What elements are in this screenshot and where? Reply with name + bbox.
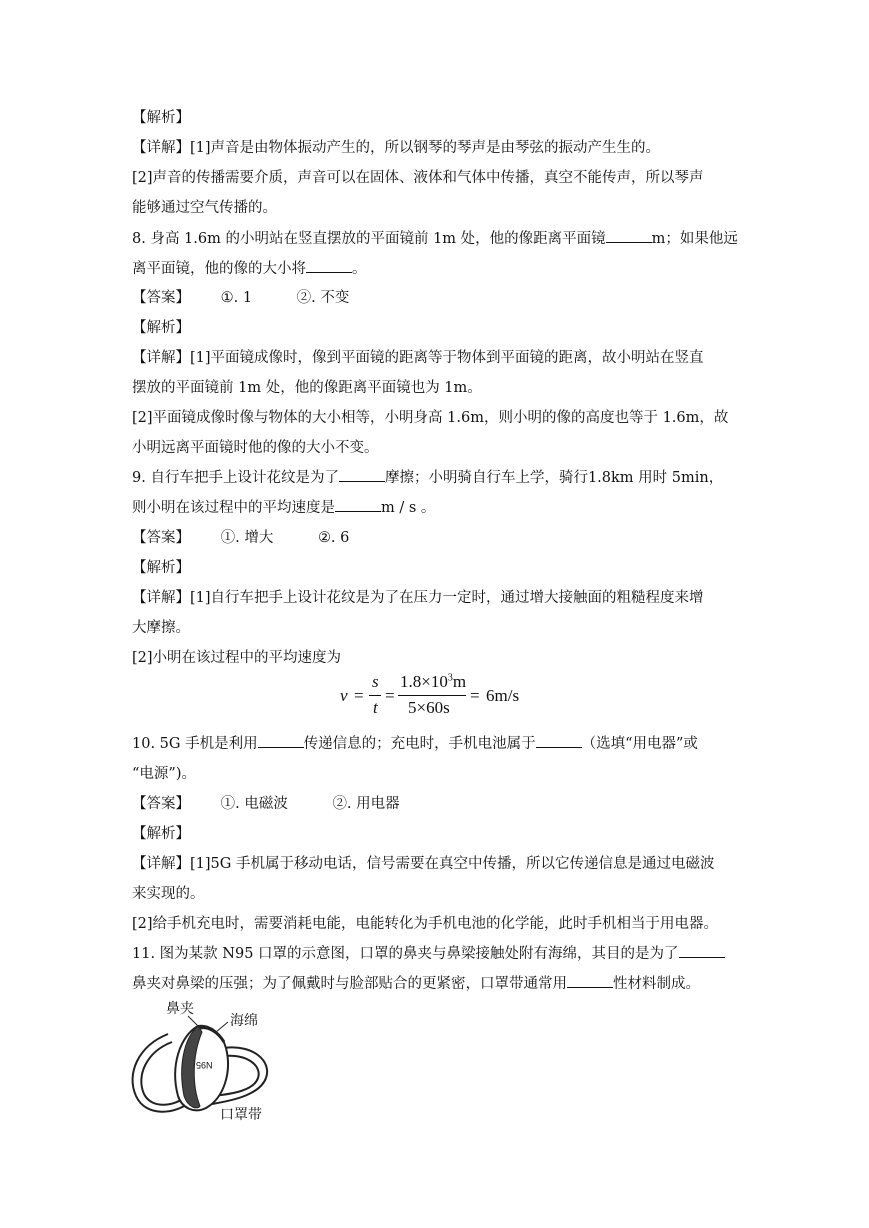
question-text: 10. 5G 手机是利用 [132,736,258,752]
detail-line: [2]平面镜成像时像与物体的大小相等，小明身高 1.6m，则小明的像的高度也等于 1.6m，故 [132,410,729,426]
answer-item: ①. 增大 [220,530,274,546]
question-text: m / s 。 [381,500,436,516]
question-text: 11. 图为某款 N95 口罩的示意图，口罩的鼻夹与鼻梁接触处附有海绵，其目的是为了 [132,946,679,962]
question-9-cont [132,496,435,517]
answer-blank [306,260,352,273]
answer-label: 【答案】 [132,290,190,306]
question-text: 性材料制成。 [613,976,700,992]
analysis-heading: 【解析】 [132,826,190,842]
answer-item: ②. 用电器 [332,796,400,812]
numerator-value: 1.8×10 [400,672,448,691]
answer-label: 【答案】 [132,530,190,546]
detail-line: [2]声音的传播需要介质，声音可以在固体、液体和气体中传播，真空不能传声，所以琴声 [132,170,704,186]
label-nose-clip: 鼻夹 [166,1000,194,1016]
analysis-heading: 【解析】 [132,110,190,126]
formula-equals: = [470,686,480,705]
detail-line: [2]小明在该过程中的平均速度为 [132,650,342,666]
label-strap: 口罩带 [220,1106,262,1122]
detail-line: 小明远离平面镜时他的像的大小不变。 [132,440,379,456]
formula-numerator-s: s [372,672,379,691]
answer-row [132,792,400,813]
analysis-heading: 【解析】 [132,320,190,336]
detail-line: 能够通过空气传播的。 [132,200,277,216]
formula-numerator [400,672,466,692]
numerator-unit: m [452,672,467,691]
question-text: 传递信息的；充电时，手机电池属于 [303,736,536,752]
answer-item: ①. 1 [220,290,253,306]
detail-line: 摆放的平面镜前 1m 处，他的像距离平面镜也为 1m。 [132,380,482,396]
detail-line: 来实现的。 [132,886,205,902]
question-text: m；如果他远 [651,231,738,247]
detail-line: 【详解】[1]平面镜成像时，像到平面镜的距离等于物体到平面镜的距离，故小明站在竖直 [132,350,704,366]
formula-result: 6m/s [486,686,520,705]
question-8 [132,227,738,248]
question-10 [132,732,698,753]
formula-v: v [340,686,348,705]
numerator-exponent: 3 [447,672,453,684]
n95-mask-figure [128,996,278,1126]
detail-line: 【详解】[1]5G 手机属于移动电话，信号需要在真空中传播，所以它传递信息是通过电磁波 [132,856,715,872]
answer-item: ①. 电磁波 [220,796,288,812]
answer-blank [536,735,582,748]
formula-equals: = [385,686,395,705]
formula-denominator-t: t [373,698,378,717]
question-text: 。 [352,261,367,277]
answer-row [132,286,349,307]
fraction-bar [369,695,381,696]
answer-blank [258,735,304,748]
speed-formula [340,672,580,724]
answer-blank [567,975,613,988]
formula-denominator: 5×60s [408,698,450,717]
question-11 [132,942,725,963]
detail-line: [2]给手机充电时，需要消耗电能，电能转化为手机电池的化学能，此时手机相当于用电器。 [132,916,719,932]
question-text: 摩擦；小明骑自行车上学，骑行1.8km 用时 5min， [384,470,724,486]
answer-row [132,526,349,547]
answer-label: 【答案】 [132,796,190,812]
question-text: 鼻夹对鼻梁的压强；为了佩戴时与脸部贴合的更紧密，口罩带通常用 [132,976,567,992]
detail-line: 【详解】[1]自行车把手上设计花纹是为了在压力一定时，通过增大接触面的粗糙程度来增 [132,590,704,606]
analysis-heading: 【解析】 [132,560,190,576]
question-11-cont [132,972,700,993]
question-text: 9. 自行车把手上设计花纹是为了 [132,470,339,486]
question-text: 8. 身高 1.6m 的小明站在竖直摆放的平面镜前 1m 处，他的像距离平面镜 [132,231,606,247]
formula-equals: = [354,686,364,705]
question-text: （选填“用电器”或 [581,736,698,752]
label-sponge: 海绵 [230,1012,258,1028]
answer-blank [335,499,381,512]
answer-item: ②. 不变 [296,290,350,306]
fraction-bar [398,695,466,696]
question-text: 则小明在该过程中的平均速度是 [132,500,335,516]
question-9 [132,466,723,487]
answer-item: ②. 6 [317,530,350,546]
answer-blank [606,230,652,243]
question-10-cont: “电源”)。 [132,766,196,782]
mask-text: N95 [196,1060,213,1070]
detail-line: 【详解】[1]声音是由物体振动产生的，所以钢琴的琴声是由琴弦的振动产生生的。 [132,140,661,156]
answer-blank [339,469,385,482]
question-8-cont [132,257,367,278]
question-text: 离平面镜，他的像的大小将 [132,261,306,277]
answer-blank [679,945,725,958]
detail-line: 大摩擦。 [132,620,190,636]
